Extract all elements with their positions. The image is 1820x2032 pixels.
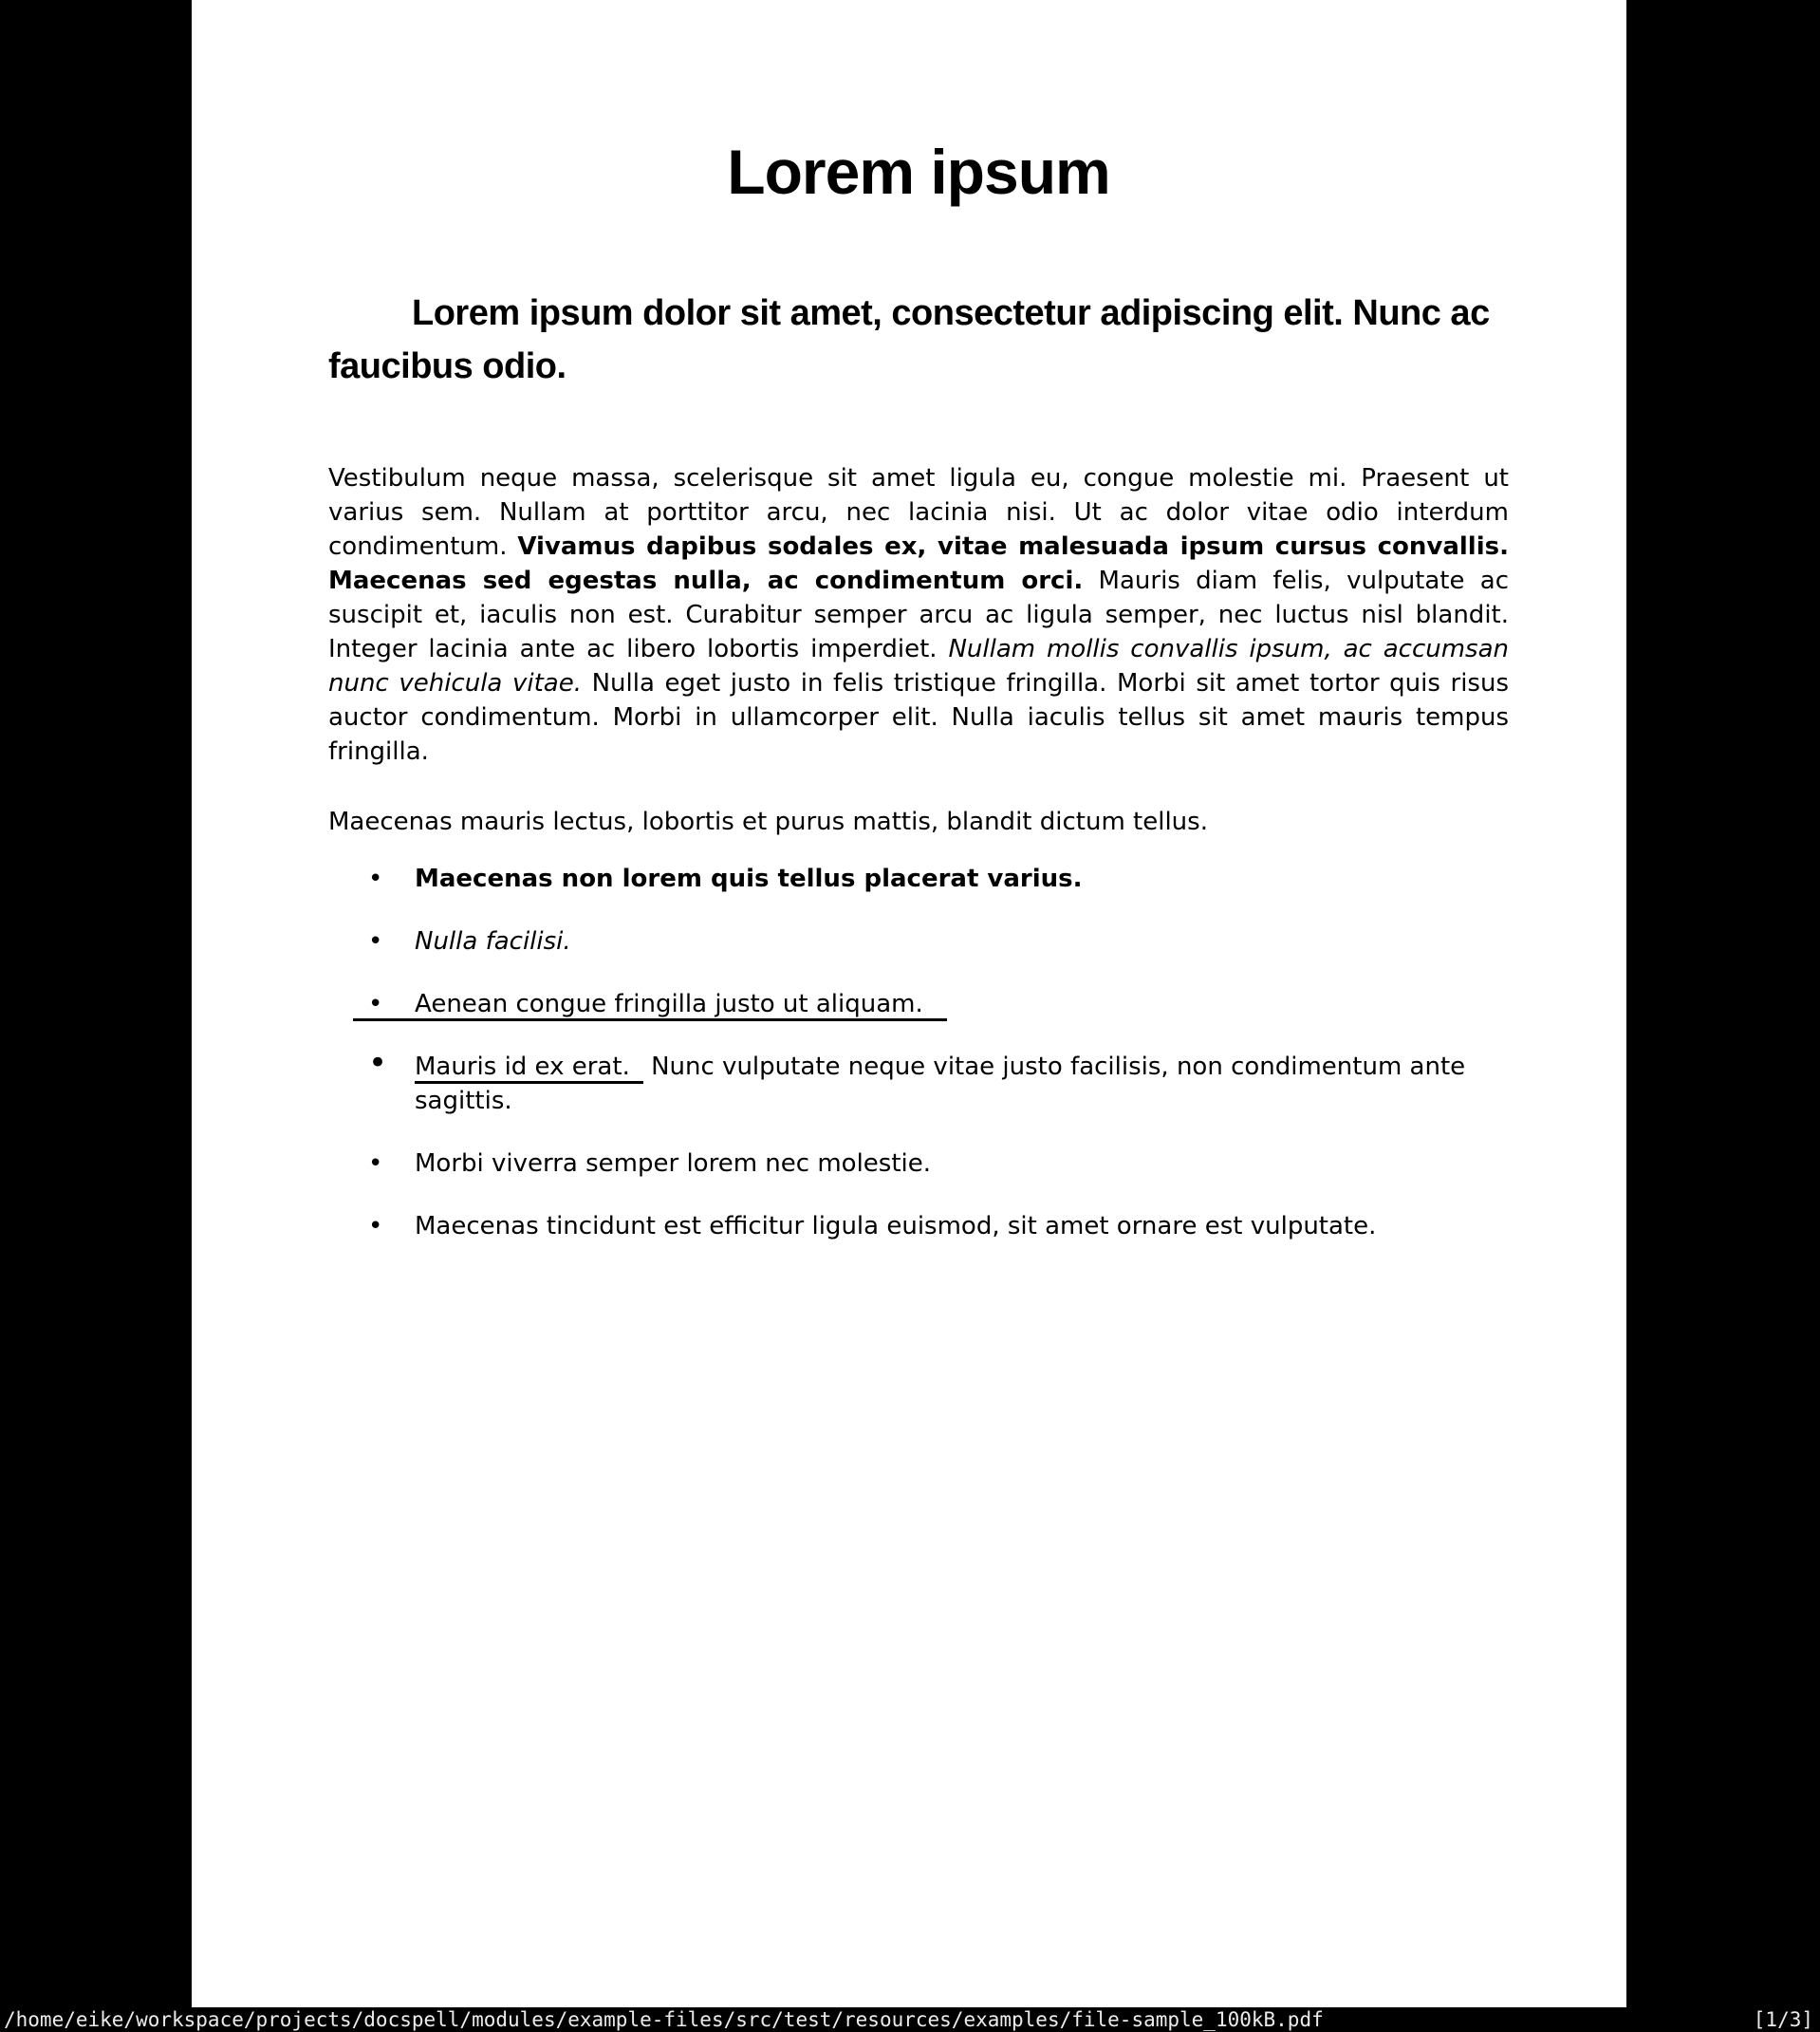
bullet-icon: • (368, 927, 383, 956)
paragraph-text: Vestibulum neque massa, scelerisque sit amet ligula eu, congue molestie mi. Praesent ut varius sem. Nullam at porttitor arcu, nec lacinia nisi. Ut ac dolor vitae odio interdum condimentum. (328, 464, 1509, 561)
list-item (328, 862, 1509, 896)
list-item-text: Aenean congue fringilla justo ut aliquam. (415, 990, 923, 1018)
paragraph (328, 461, 1509, 769)
paragraph: Maecenas mauris lectus, lobortis et purus mattis, blandit dictum tellus. (328, 808, 1208, 836)
bullet-icon: • (368, 1149, 383, 1178)
bullet-icon: • (368, 1212, 383, 1240)
list-item-text: Morbi viverra semper lorem nec molestie. (415, 1149, 932, 1178)
paragraph-italic-text: Nullam mollis convallis ipsum, ac accumsan nunc vehicula vitae. (328, 635, 1510, 698)
bullet-icon: • (368, 865, 383, 893)
list-item-text: Maecenas tincidunt est efficitur ligula euismod, sit amet ornare est vulputate. (415, 1212, 1377, 1240)
paragraph-text: Mauris diam felis, vulputate ac suscipit et, iaculis non est. Curabitur semper arcu ac ligula semper, nec luctus nisl blandit. Integer lacinia ante ac libero lobortis imperdiet. (328, 567, 1509, 663)
list-item (328, 924, 1509, 959)
document-title: Lorem ipsum (727, 137, 1110, 207)
list-item-underlined-text: Mauris id ex erat. (415, 1053, 643, 1084)
list-item-text: Nunc vulputate neque vitae justo facilisis, non condimentum ante sagittis. (415, 1053, 1466, 1115)
bullet-icon: • (368, 1044, 388, 1082)
document-subtitle: Lorem ipsum dolor sit amet, consectetur adipiscing elit. Nunc ac faucibus odio. (328, 293, 1490, 386)
list-item (328, 1209, 1509, 1243)
list-item-text: Nulla facilisi. (415, 927, 571, 956)
bullet-icon: • (368, 990, 383, 1018)
paragraph-text: Nulla eget justo in felis tristique fringilla. Morbi sit amet tortor quis risus auctor condimentum. Morbi in ullamcorper elit. Nulla iaculis tellus sit amet mauris tempus fringilla. (328, 669, 1509, 766)
document-content (192, 0, 1626, 1243)
list-item (328, 1044, 1509, 1118)
list-item (328, 987, 1509, 1021)
list-item (328, 1146, 1509, 1181)
statusbar-file-path: /home/eike/workspace/projects/docspell/modules/example-files/src/test/resources/examples/file-sample_100kB.pdf (4, 2008, 1324, 2031)
statusbar-page-indicator: [1/3] (1753, 2008, 1813, 2031)
statusbar (0, 2007, 1820, 2032)
list-item-text: Maecenas non lorem quis tellus placerat varius. (415, 865, 1083, 893)
paragraph-bold-text: Vivamus dapibus sodales ex, vitae malesuada ipsum cursus convallis. Maecenas sed egestas nulla, ac condimentum orci. (328, 532, 1509, 595)
pdf-page[interactable] (192, 0, 1626, 2007)
bullet-list (328, 862, 1509, 1243)
